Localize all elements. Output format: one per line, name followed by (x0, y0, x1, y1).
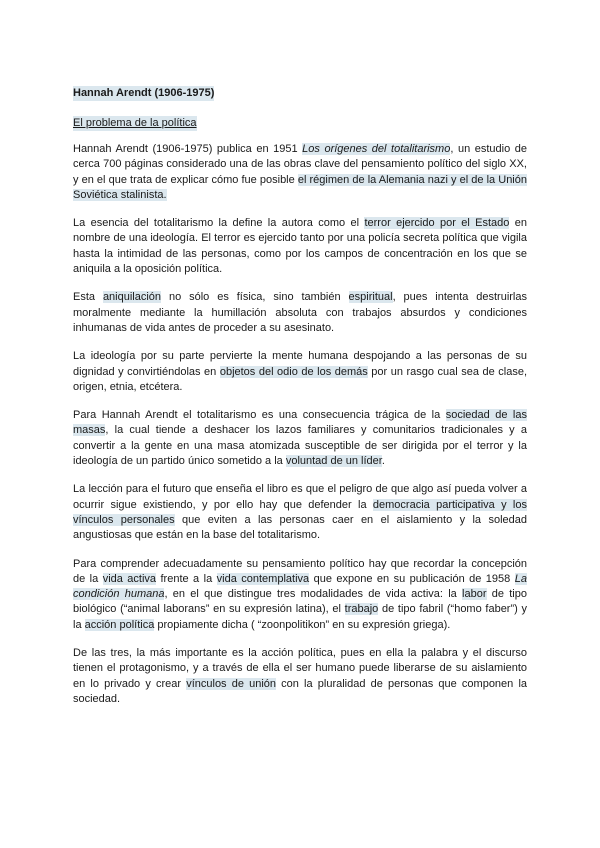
highlight: labor (462, 588, 487, 601)
highlight: trabajo (344, 603, 379, 616)
text: que expone en su publicación de 1958 (309, 572, 515, 585)
paragraph-6 (73, 482, 527, 543)
book-title-highlight: La condición humana (73, 572, 527, 601)
highlight: objetos del odio de los demás (219, 365, 368, 378)
text: La lección para el futuro que enseña el libro es que el peligro de que algo así pueda volver a ocurrir sigue existiendo, y por ello hay que defender la (73, 483, 527, 511)
text: , en el que distingue tres modalidades de vida activa: la (164, 588, 463, 601)
highlight: el régimen de la Alemania nazi y el de la Unión Soviética stalinista. (73, 173, 527, 201)
text: , un estudio de cerca 700 páginas considerado una de las obras clave del pensamiento político del siglo XX, y en el que trata de explicar cómo fue posible (73, 143, 528, 186)
highlight: sociedad de las masas (73, 409, 527, 437)
book-title-highlight: Los orígenes del totalitarismo (302, 143, 451, 155)
text: . (381, 455, 385, 468)
highlight: vida activa (102, 572, 157, 585)
text: que eviten a las personas caer en el aislamiento y la soledad angustiosas que están en la base del totalitarismo. (73, 513, 527, 542)
text: con la pluralidad de personas que componen la sociedad. (73, 677, 527, 705)
text: frente a la (156, 572, 217, 585)
document-title: Hannah Arendt (1906-1975) (73, 87, 215, 99)
text: Para comprender adecuadamente su pensamiento político hay que recordar la concepción de la (73, 557, 527, 585)
paragraph-2 (73, 216, 527, 277)
highlight: acción política (84, 618, 155, 631)
paragraph-4 (73, 349, 527, 395)
text: no sólo es física, sino también (161, 291, 349, 304)
paragraph-1 (73, 142, 527, 203)
text: , pues intenta destruirlas moralmente mediante la humillación absoluta con trabajos absurdos y condiciones inhumanas de vida antes de proceder a su asesinato. (73, 291, 527, 334)
text: De las tres, la más importante es la acción política, pues en ella la palabra y el discurso tienen el protagonismo, y a través de ella el ser humano puede liberarse de su aislamiento en lo privado y crear (73, 647, 527, 690)
highlight: aniquilación (102, 291, 162, 304)
paragraph-5 (73, 408, 527, 469)
text: propiamente dicha ( “zoonpolitikon” en su expresión griega). (154, 618, 451, 631)
text: por un rasgo cual sea de clase, origen, etnia, etcétera. (73, 365, 527, 393)
text: de tipo fabril (“homo faber”) y la (73, 603, 527, 631)
text: Hannah Arendt (1906-1975) publica en 1951 (73, 143, 303, 155)
text: en nombre de una ideología. El terror es ejercido tanto por una policía secreta política que vigila hasta la intimidad de las personas, como por los campos de concentración en los que se aniquila a la oposición política. (73, 217, 527, 276)
paragraph-7 (73, 557, 527, 633)
text: , la cual tiende a deshacer los lazos familiares y comunitarios tradicionales y a convertir a la gente en una masa atomizada susceptible de ser dirigida por el terror y la ideología de un partido único sometido a la (73, 424, 527, 468)
text: La esencia del totalitarismo la define la autora como el (73, 217, 365, 230)
section-subtitle: El problema de la política (73, 117, 197, 129)
highlight: espiritual (348, 291, 393, 304)
paragraph-3 (73, 290, 527, 336)
text: Para Hannah Arendt el totalitarismo es una consecuencia trágica de la (73, 409, 446, 422)
highlight: vínculos de unión (186, 677, 277, 690)
highlight: voluntad de un líder (285, 455, 382, 468)
highlight: democracia participativa y los vínculos personales (73, 498, 527, 526)
text: La ideología por su parte pervierte la mente humana despojando a las personas de su dignidad y convirtiéndolas en (73, 350, 527, 378)
highlight: terror ejercido por el Estado (364, 217, 510, 230)
text: de tipo biológico (“animal laborans” en su expresión latina), el (73, 588, 527, 616)
paragraph-8 (73, 646, 527, 707)
text: Esta (73, 291, 103, 304)
highlight: vida contemplativa (216, 572, 310, 585)
